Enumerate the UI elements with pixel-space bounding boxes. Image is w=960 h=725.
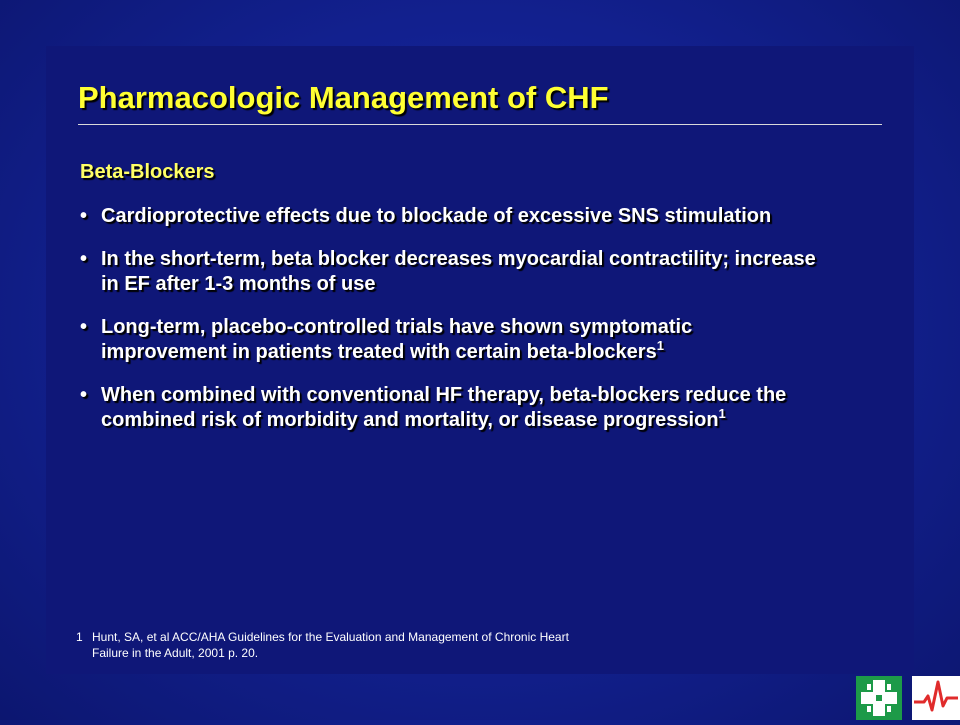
bullet-text: Long-term, placebo-controlled trials have shown symptomatic improvement in patients treated with certain beta-blockers <box>101 316 693 363</box>
bullet-item <box>80 247 820 297</box>
footnote <box>76 629 596 661</box>
bullet-list <box>80 204 820 451</box>
footnote-reference: 1 <box>718 406 726 421</box>
heartbeat-logo-icon <box>912 676 960 720</box>
title-divider <box>78 124 882 125</box>
bullet-item <box>80 383 820 433</box>
bullet-text: Cardioprotective effects due to blockade of excessive SNS stimulation <box>101 205 772 227</box>
hospital-cross-logo-icon <box>856 676 902 720</box>
footnote-text: Hunt, SA, et al ACC/AHA Guidelines for the Evaluation and Management of Chronic Heart Failure in the Adult, 2001 p. 20. <box>92 630 569 660</box>
bullet-text: When combined with conventional HF therapy, beta-blockers reduce the combined risk of morbidity and mortality, or disease progression <box>101 384 787 431</box>
bullet-marker: • <box>80 248 88 270</box>
bullet-marker: • <box>80 205 88 227</box>
bullet-marker: • <box>80 384 88 406</box>
footnote-reference: 1 <box>656 338 664 353</box>
bullet-item <box>80 315 820 365</box>
bullet-item <box>80 204 820 229</box>
footnote-number: 1 <box>76 630 83 644</box>
slide-title: Pharmacologic Management of CHF <box>78 80 609 115</box>
bullet-marker: • <box>80 316 88 338</box>
bullet-text: In the short-term, beta blocker decreases myocardial contractility; increase in EF after 1-3 months of use <box>101 248 816 295</box>
section-heading: Beta-Blockers <box>80 161 215 183</box>
